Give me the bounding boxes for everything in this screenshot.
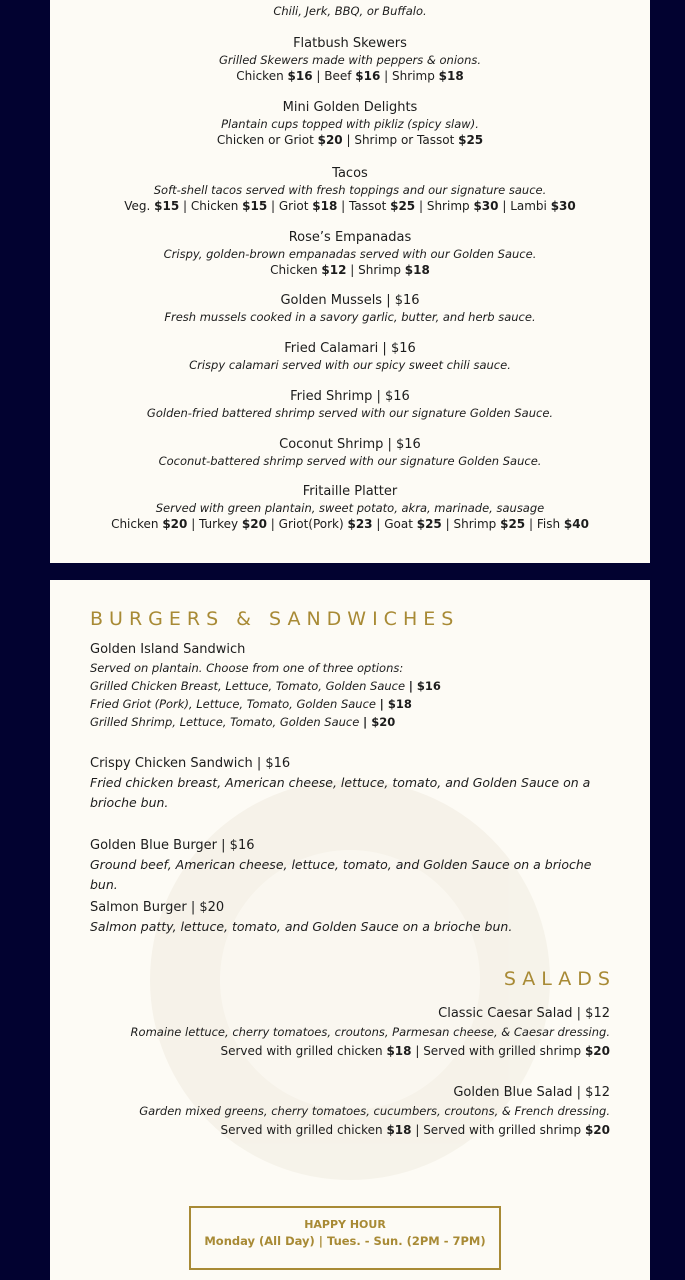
menu-item-description: Crispy calamari served with our spicy sweet chili sauce. xyxy=(189,358,511,372)
menu-item-mini-golden-delights xyxy=(50,100,650,148)
menu-item-fried-shrimp xyxy=(50,389,650,421)
menu-option: Fried Griot (Pork), Lettuce, Tomato, Golden Sauce | $18 xyxy=(90,697,412,711)
menu-item-caesar-salad xyxy=(110,1004,610,1061)
menu-item-name: Coconut Shrimp | $16 xyxy=(279,437,421,452)
menu-item-name: Tacos xyxy=(332,166,368,181)
menu-item-name: Flatbush Skewers xyxy=(293,36,407,51)
menu-item-prices: Veg. $15 | Chicken $15 | Griot $18 | Tassot $25 | Shrimp $30 | Lambi $30 xyxy=(124,199,576,213)
menu-panel-appetizers xyxy=(50,0,650,563)
menu-item-description: Coconut-battered shrimp served with our signature Golden Sauce. xyxy=(158,454,542,468)
section-title-salads: SALADS xyxy=(503,968,616,990)
menu-item-name: Crispy Chicken Sandwich | $16 xyxy=(90,756,291,771)
menu-item-salmon-burger xyxy=(90,899,620,937)
menu-item-prices: Chicken or Griot $20 | Shrimp or Tassot $25 xyxy=(216,133,484,147)
menu-item-description: Crispy, golden-brown empanadas served with our Golden Sauce. xyxy=(163,247,537,261)
section-title-burgers: BURGERS & SANDWICHES xyxy=(90,608,460,630)
menu-item-golden-blue-salad xyxy=(110,1083,610,1140)
menu-item-prices: Chicken $20 | Turkey $20 | Griot(Pork) $23 | Goat $25 | Shrimp $25 | Fish $40 xyxy=(111,517,589,531)
menu-item-name: Fritaille Platter xyxy=(302,484,398,499)
menu-item-tacos xyxy=(50,166,650,214)
menu-item-prices: Served with grilled chicken $18 | Served with grilled shrimp $20 xyxy=(220,1044,610,1058)
menu-item-description: Fresh mussels cooked in a savory garlic, butter, and herb sauce. xyxy=(164,310,536,324)
menu-item-prices: Chicken $16 | Beef $16 | Shrimp $18 xyxy=(236,69,464,83)
menu-item-description: Ground beef, American cheese, lettuce, tomato, and Golden Sauce on a brioche bun. xyxy=(90,857,592,892)
menu-item-partial xyxy=(50,3,650,19)
menu-item-description: Chili, Jerk, BBQ, or Buffalo. xyxy=(273,4,427,18)
menu-item-name: Rose’s Empanadas xyxy=(288,230,412,245)
menu-item-name: Golden Island Sandwich xyxy=(90,642,246,657)
menu-item-prices: Served with grilled chicken $18 | Served with grilled shrimp $20 xyxy=(220,1123,610,1137)
menu-item-description: Soft-shell tacos served with fresh toppings and our signature sauce. xyxy=(153,183,547,197)
menu-item-golden-island xyxy=(90,641,620,731)
menu-item-description: Plantain cups topped with pikliz (spicy slaw). xyxy=(221,117,479,131)
menu-item-roses-empanadas xyxy=(50,230,650,278)
menu-item-description: Fried chicken breast, American cheese, lettuce, tomato, and Golden Sauce on a brioche bun. xyxy=(90,775,591,810)
menu-item-description: Grilled Skewers made with peppers & onions. xyxy=(218,53,482,67)
happy-hour-title: HAPPY HOUR xyxy=(304,1218,386,1231)
menu-item-name: Golden Blue Burger | $16 xyxy=(90,838,255,853)
menu-option: Grilled Shrimp, Lettuce, Tomato, Golden Sauce | $20 xyxy=(90,715,396,729)
menu-item-name: Fried Shrimp | $16 xyxy=(290,389,410,404)
menu-item-name: Mini Golden Delights xyxy=(282,100,418,115)
menu-item-fritaille-platter xyxy=(50,484,650,532)
menu-item-description: Golden-fried battered shrimp served with our signature Golden Sauce. xyxy=(146,406,554,420)
menu-item-golden-blue-burger xyxy=(90,837,620,895)
happy-hour-hours: Monday (All Day) | Tues. - Sun. (2PM - 7PM) xyxy=(204,1234,486,1248)
menu-item-description: Romaine lettuce, cherry tomatoes, croutons, Parmesan cheese, & Caesar dressing. xyxy=(130,1025,610,1039)
happy-hour-box xyxy=(189,1206,501,1270)
menu-item-description: Served with green plantain, sweet potato, akra, marinade, sausage xyxy=(155,501,545,515)
menu-item-name: Fried Calamari | $16 xyxy=(284,341,416,356)
menu-item-fried-calamari xyxy=(50,341,650,373)
menu-item-name: Salmon Burger | $20 xyxy=(90,900,225,915)
menu-item-prices: Chicken $12 | Shrimp $18 xyxy=(270,263,430,277)
menu-item-name: Classic Caesar Salad | $12 xyxy=(438,1006,610,1021)
menu-item-name: Golden Blue Salad | $12 xyxy=(453,1085,610,1100)
menu-option: Grilled Chicken Breast, Lettuce, Tomato, Golden Sauce | $16 xyxy=(90,679,441,693)
menu-item-coconut-shrimp xyxy=(50,437,650,469)
menu-item-intro: Served on plantain. Choose from one of three options: xyxy=(90,661,404,675)
menu-item-description: Salmon patty, lettuce, tomato, and Golden Sauce on a brioche bun. xyxy=(90,919,513,934)
menu-item-name: Golden Mussels | $16 xyxy=(280,293,420,308)
menu-item-description: Garden mixed greens, cherry tomatoes, cucumbers, croutons, & French dressing. xyxy=(139,1104,610,1118)
menu-panel-burgers-salads xyxy=(50,580,650,1280)
menu-item-golden-mussels xyxy=(50,293,650,325)
menu-item-crispy-chicken xyxy=(90,755,610,813)
menu-item-flatbush-skewers xyxy=(50,36,650,84)
